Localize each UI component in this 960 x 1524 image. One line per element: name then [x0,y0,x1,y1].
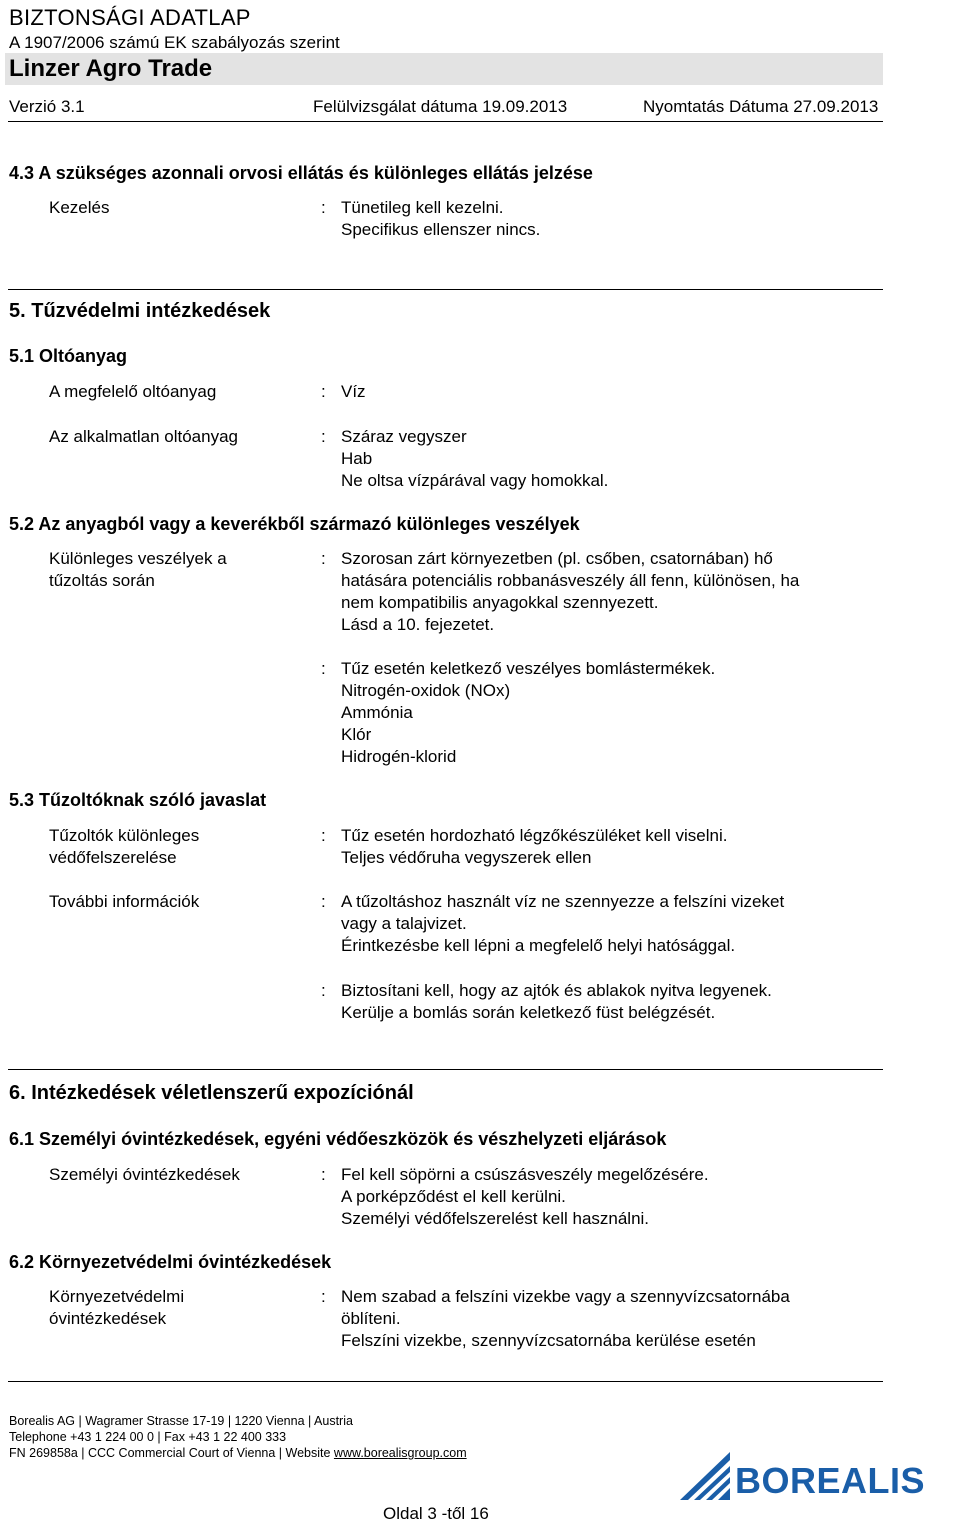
version-label: Verzió 3.1 [9,97,85,116]
company-name: Linzer Agro Trade [9,55,213,82]
document-title: BIZTONSÁGI ADATLAP [9,5,251,30]
section-divider [8,289,883,290]
decomposition-products: Tűz esetén keletkező veszélyes bomlástermékek. Nitrogén-oxidok (NOx) Ammónia Klór Hidrogén-klorid [341,659,716,766]
personal-precautions-label: Személyi óvintézkedések [49,1165,240,1184]
section-6-2-heading: 6.2 Környezetvédelmi óvintézkedések [9,1252,332,1272]
print-date: Nyomtatás Dátuma 27.09.2013 [643,97,879,116]
page-number: Oldal 3 -től 16 [383,1504,489,1523]
revision-date: Felülvizsgálat dátuma 19.09.2013 [313,97,568,116]
firefighter-equipment-value: Tűz esetén hordozható légzőkészüléket kell viselni. Teljes védőruha vegyszerek ellen [341,826,728,867]
website-link[interactable]: www.borealisgroup.com [333,1446,467,1460]
colon: : [321,198,326,217]
section-5-2-heading: 5.2 Az anyagból vagy a keverékből származó különleges veszélyek [9,514,580,534]
footer-divider [8,1381,883,1382]
colon: : [321,382,326,401]
environmental-precautions-value: Nem szabad a felszíni vizekbe vagy a szennyvízcsatornába öblíteni. Felszíni vizekbe, szennyvízcsatornába kerülése esetén [341,1287,790,1350]
section-6-heading: 6. Intézkedések véletlenszerű expozíciónál [9,1082,414,1104]
colon: : [321,659,326,678]
further-info-label: További információk [49,892,200,911]
colon: : [321,892,326,911]
firefighter-equipment-label: Tűzoltók különleges védőfelszerelése [49,826,200,867]
suitable-media-label: A megfelelő oltóanyag [49,382,217,401]
header-divider [8,121,883,122]
treatment-value: Tünetileg kell kezelni. Specifikus ellenszer nincs. [341,198,541,239]
unsuitable-media-value: Száraz vegyszer Hab Ne oltsa vízpárával vagy homokkal. [341,427,609,490]
colon: : [321,1287,326,1306]
colon: : [321,826,326,845]
section-5-1-heading: 5.1 Oltóanyag [9,346,128,366]
regulation-subtitle: A 1907/2006 számú EK szabályozás szerint [9,33,340,52]
section-divider [8,1069,883,1070]
treatment-label: Kezelés [49,198,110,217]
special-hazards-value: Szorosan zárt környezetben (pl. csőben, csatornában) hő hatására potenciális robbanásveszély áll fenn, különösen, ha nem kompatibilis anyagokkal szennyezett. Lásd a 10. fejezetet. [341,549,800,634]
personal-precautions-value: Fel kell söpörni a csúszásveszély megelőzésére. A porképződést el kell kerülni. Személyi védőfelszerelést kell használni. [341,1165,709,1228]
footer-phone: Telephone +43 1 224 00 0 | Fax +43 1 22 400 333 [9,1430,287,1444]
suitable-media-value: Víz [341,382,366,401]
colon: : [321,1165,326,1184]
section-4-3-heading: 4.3 A szükséges azonnali orvosi ellátás és különleges ellátás jelzése [9,163,593,183]
further-info-value: A tűzoltáshoz használt víz ne szennyezze a felszíni vizeket vagy a talajvizet. Érintkezésbe kell lépni a megfelelő helyi hatósággal. [341,892,785,955]
section-5-3-heading: 5.3 Tűzoltóknak szóló javaslat [9,790,267,810]
further-info-value-2: Biztosítani kell, hogy az ajtók és ablakok nyitva legyenek. Kerülje a bomlás során keletkező füst belégzését. [341,981,772,1022]
footer-registration: FN 269858a | CCC Commercial Court of Vienna | Website www.borealisgroup.com [9,1446,467,1460]
colon: : [321,427,326,446]
borealis-logo-icon [680,1452,730,1500]
colon: : [321,549,326,568]
borealis-logo-text: BOREALIS [735,1460,926,1501]
unsuitable-media-label: Az alkalmatlan oltóanyag [49,427,239,446]
environmental-precautions-label: Környezetvédelmi óvintézkedések [49,1287,185,1328]
colon: : [321,981,326,1000]
section-5-heading: 5. Tűzvédelmi intézkedések [9,300,271,322]
section-6-1-heading: 6.1 Személyi óvintézkedések, egyéni védőeszközök és vészhelyzeti eljárások [9,1129,667,1149]
special-hazards-label: Különleges veszélyek a tűzoltás során [49,549,227,590]
footer-address: Borealis AG | Wagramer Strasse 17-19 | 1220 Vienna | Austria [9,1414,353,1428]
